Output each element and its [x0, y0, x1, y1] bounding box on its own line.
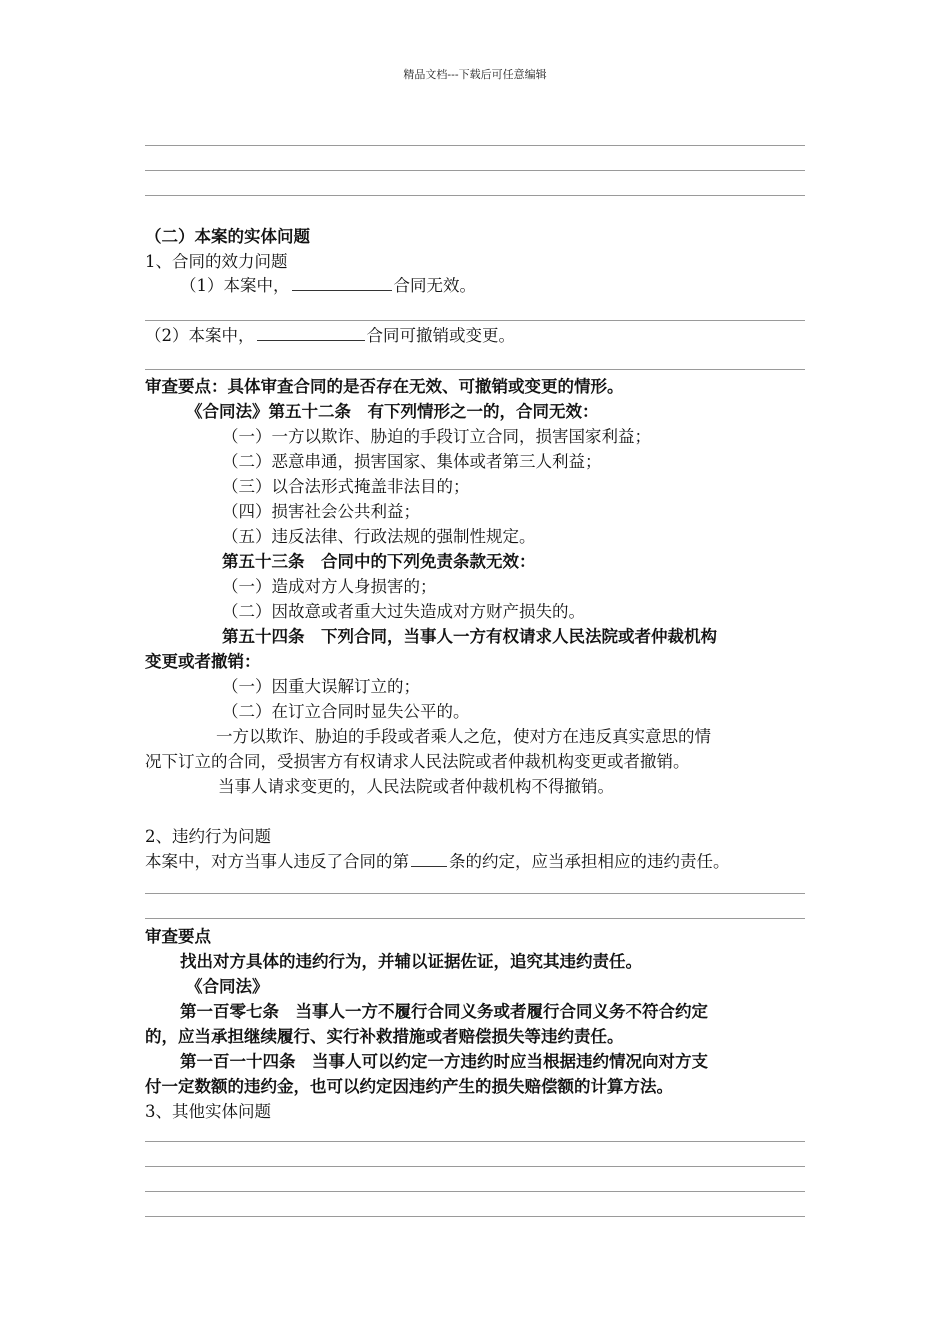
q1-item1-prefix: （1）本案中， — [180, 276, 290, 295]
answer-rule — [145, 1191, 805, 1192]
q1-item1 — [180, 274, 805, 298]
art52-title: 《合同法》第五十二条 有下列情形之一的，合同无效： — [186, 402, 599, 421]
art52-item: （一）一方以欺诈、胁迫的手段订立合同，损害国家利益； — [222, 427, 651, 446]
review2-heading: 审查要点 — [145, 927, 211, 946]
art53-item: （二）因故意或者重大过失造成对方财产损失的。 — [222, 602, 585, 621]
q2-text — [145, 850, 805, 874]
review1-heading: 审查要点：具体审查合同的是否存在无效、可撤销或变更的情形。 — [145, 377, 624, 396]
answer-rule — [145, 320, 805, 321]
answer-rule — [145, 145, 805, 146]
art53-title: 第五十三条 合同中的下列免责条款无效： — [222, 552, 536, 571]
art54-item: （一）因重大误解订立的； — [222, 677, 420, 696]
art54-paragraph-cont: 况下订立的合同，受损害方有权请求人民法院或者仲裁机构变更或者撤销。 — [145, 752, 690, 771]
review2-law: 《合同法》 — [186, 977, 269, 996]
q1-title: 1、合同的效力问题 — [145, 252, 288, 271]
answer-rule — [145, 1166, 805, 1167]
answer-rule — [145, 918, 805, 919]
fill-blank[interactable] — [257, 324, 365, 341]
art54-paragraph: 一方以欺诈、胁迫的手段或者乘人之危，使对方在违反真实意思的情 — [216, 727, 711, 746]
answer-rule — [145, 170, 805, 171]
art54-item: （二）在订立合同时显失公平的。 — [222, 702, 470, 721]
q1-item2 — [145, 324, 805, 348]
fill-blank[interactable] — [411, 850, 447, 867]
art52-item: （五）违反法律、行政法规的强制性规定。 — [222, 527, 536, 546]
art52-item: （四）损害社会公共利益； — [222, 502, 420, 521]
answer-rule — [145, 893, 805, 894]
answer-rule — [145, 195, 805, 196]
answer-rule — [145, 369, 805, 370]
art114: 第一百一十四条 当事人可以约定一方违约时应当根据违约情况向对方支 — [180, 1052, 708, 1071]
q2-title: 2、违约行为问题 — [145, 827, 271, 846]
q1-item1-suffix: 合同无效。 — [393, 276, 476, 295]
art52-item: （三）以合法形式掩盖非法目的； — [222, 477, 470, 496]
q3-title: 3、其他实体问题 — [145, 1102, 271, 1121]
answer-rule — [145, 1141, 805, 1142]
art114-cont: 付一定数额的违约金，也可以约定因违约产生的损失赔偿额的计算方法。 — [145, 1077, 673, 1096]
art107-cont: 的，应当承担继续履行、实行补救措施或者赔偿损失等违约责任。 — [145, 1027, 624, 1046]
art52-item: （二）恶意串通，损害国家、集体或者第三人利益； — [222, 452, 602, 471]
art54-title-cont: 变更或者撤销： — [145, 652, 261, 671]
q2-text-suffix: 条的约定，应当承担相应的违约责任。 — [449, 852, 730, 871]
art107: 第一百零七条 当事人一方不履行合同义务或者履行合同义务不符合约定 — [180, 1002, 708, 1021]
review2-summary: 找出对方具体的违约行为，并辅以证据佐证，追究其违约责任。 — [180, 952, 642, 971]
fill-blank[interactable] — [292, 274, 392, 291]
q2-text-prefix: 本案中，对方当事人违反了合同的第 — [145, 852, 409, 871]
answer-rule — [145, 1216, 805, 1217]
section-title: （二）本案的实体问题 — [145, 227, 310, 246]
art54-paragraph2: 当事人请求变更的，人民法院或者仲裁机构不得撤销。 — [218, 777, 614, 796]
page-header: 精品文档---下载后可任意编辑 — [403, 68, 547, 81]
art54-title: 第五十四条 下列合同，当事人一方有权请求人民法院或者仲裁机构 — [222, 627, 717, 646]
q1-item2-suffix: 合同可撤销或变更。 — [366, 326, 515, 345]
art53-item: （一）造成对方人身损害的； — [222, 577, 437, 596]
q1-item2-prefix: （2）本案中， — [145, 326, 255, 345]
